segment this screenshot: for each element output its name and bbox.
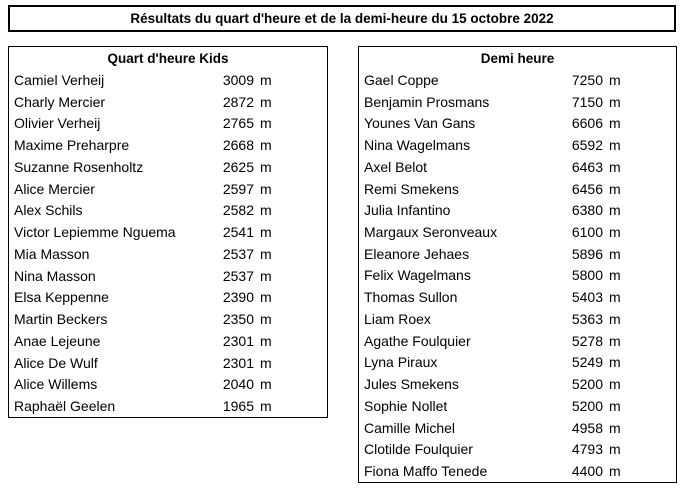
runner-name: Raphaël Geelen	[14, 398, 116, 415]
runner-name: Axel Belot	[364, 158, 428, 175]
table-row	[9, 113, 327, 135]
table-row	[359, 265, 676, 287]
page-title-text: Résultats du quart d'heure et de la demi-heure du 15 octobre 2022	[130, 11, 554, 26]
table-row	[359, 460, 676, 482]
distance-value: 6456	[571, 180, 603, 197]
table-row	[9, 178, 327, 200]
runner-name: Nina Wagelmans	[364, 137, 471, 154]
distance-unit: m	[260, 245, 272, 262]
runner-name: Mia Masson	[14, 245, 90, 262]
runner-name: Felix Wagelmans	[364, 267, 471, 284]
table-row	[359, 221, 676, 243]
distance-value: 4793	[571, 441, 603, 458]
runner-name: Benjamin Prosmans	[364, 93, 490, 110]
runner-name: Victor Lepiemme Nguema	[14, 224, 176, 241]
distance-unit: m	[609, 267, 621, 284]
runner-name: Younes Van Gans	[364, 115, 476, 132]
runner-name: Charly Mercier	[14, 93, 106, 110]
table-row	[359, 199, 676, 221]
distance-value: 5403	[571, 289, 603, 306]
distance-unit: m	[609, 224, 621, 240]
distance-unit: m	[260, 376, 272, 393]
distance-value: 2625	[222, 158, 254, 175]
table-row	[9, 395, 327, 417]
distance-value: 2390	[222, 289, 254, 306]
distance-value: 3009	[222, 71, 254, 88]
runner-name: Clotilde Foulquier	[364, 441, 473, 458]
distance-unit: m	[609, 310, 621, 327]
runner-name: Alice Mercier	[14, 180, 95, 197]
runner-name: Nina Masson	[14, 267, 96, 284]
distance-unit: m	[260, 93, 272, 110]
distance-unit: m	[260, 224, 272, 241]
runner-name: Martin Beckers	[14, 311, 108, 328]
distance-value: 2301	[222, 354, 254, 371]
table-row	[359, 91, 676, 113]
distance-unit: m	[260, 267, 272, 284]
table-quart-heure-kids	[8, 46, 328, 418]
table-row	[359, 134, 676, 156]
distance-value: 2765	[222, 115, 254, 132]
runner-name: Margaux Seronveaux	[364, 224, 498, 240]
table-row	[359, 308, 676, 330]
distance-unit: m	[609, 463, 621, 480]
distance-value: 6380	[571, 202, 603, 219]
distance-unit: m	[609, 71, 621, 88]
table-row	[9, 352, 327, 374]
distance-unit: m	[609, 137, 621, 154]
distance-unit: m	[260, 71, 272, 88]
distance-value: 7150	[571, 93, 603, 110]
runner-name: Thomas Sullon	[364, 289, 458, 306]
distance-value: 5896	[571, 245, 603, 262]
distance-value: 6463	[571, 158, 603, 175]
table-row	[9, 243, 327, 265]
table-header: Demi heure	[480, 50, 555, 66]
runner-name: Julia Infantino	[364, 202, 451, 219]
table-row	[359, 69, 676, 91]
runner-name: Remi Smekens	[364, 180, 459, 197]
runner-name: Gael Coppe	[364, 71, 439, 88]
distance-unit: m	[609, 115, 621, 132]
distance-unit: m	[260, 115, 272, 132]
table-row	[359, 438, 676, 460]
distance-value: 2541	[222, 224, 254, 241]
runner-name: Olivier Verheij	[14, 115, 101, 132]
runner-name: Maxime Preharpre	[14, 137, 130, 154]
distance-unit: m	[609, 441, 621, 458]
distance-unit: m	[609, 180, 621, 197]
distance-unit: m	[609, 202, 621, 219]
distance-value: 2872	[222, 93, 254, 110]
runner-name: Alice Willems	[14, 376, 98, 393]
distance-unit: m	[260, 289, 272, 306]
table-row	[9, 200, 327, 222]
distance-value: 5200	[571, 376, 603, 393]
distance-unit: m	[609, 289, 621, 306]
table-row	[9, 156, 327, 178]
distance-value: 2582	[222, 202, 254, 219]
distance-value: 6592	[571, 137, 603, 154]
table-row	[9, 287, 327, 309]
runner-name: Elsa Keppenne	[14, 289, 109, 306]
distance-value: 2537	[222, 245, 254, 262]
runner-name: Suzanne Rosenholtz	[14, 158, 144, 175]
distance-unit: m	[260, 311, 272, 328]
distance-unit: m	[260, 398, 272, 415]
distance-unit: m	[609, 245, 621, 262]
page-title	[8, 5, 676, 32]
distance-value: 5278	[571, 332, 603, 349]
runner-name: Agathe Foulquier	[364, 332, 471, 349]
runner-name: Fiona Maffo Tenede	[364, 463, 488, 480]
runner-name: Sophie Nollet	[364, 397, 448, 414]
table-row	[359, 373, 676, 395]
distance-value: 5249	[571, 354, 603, 371]
distance-value: 5200	[571, 397, 603, 414]
distance-value: 7250	[571, 71, 603, 88]
table-header: Quart d'heure Kids	[107, 50, 229, 66]
distance-value: 4958	[571, 419, 603, 436]
distance-unit: m	[609, 419, 621, 436]
table-row	[9, 69, 327, 91]
distance-unit: m	[609, 158, 621, 175]
table-row	[9, 134, 327, 156]
distance-unit: m	[609, 397, 621, 414]
table-row	[9, 91, 327, 113]
distance-value: 4400	[571, 463, 603, 480]
distance-value: 5363	[571, 310, 603, 327]
distance-value: 6606	[571, 115, 603, 132]
distance-value: 2668	[222, 137, 254, 154]
runner-name: Anae Lejeune	[14, 332, 101, 349]
runner-name: Liam Roex	[364, 310, 431, 327]
runner-name: Camille Michel	[364, 419, 456, 436]
runner-name: Jules Smekens	[364, 376, 459, 393]
distance-value: 5800	[571, 267, 603, 284]
table-row	[359, 395, 676, 417]
runner-name: Eleanore Jehaes	[364, 245, 470, 262]
table-row	[359, 156, 676, 178]
runner-name: Alex Schils	[14, 202, 83, 219]
distance-unit: m	[609, 354, 621, 371]
table-row	[9, 221, 327, 243]
distance-value: 2301	[222, 332, 254, 349]
table-row	[359, 178, 676, 200]
table-row	[359, 330, 676, 352]
table-row	[359, 286, 676, 308]
distance-unit: m	[260, 354, 272, 371]
distance-value: 2597	[222, 180, 254, 197]
distance-value: 2040	[222, 376, 254, 393]
runner-name: Camiel Verheij	[14, 71, 105, 88]
distance-unit: m	[260, 180, 272, 197]
table-row	[9, 308, 327, 330]
table-row	[359, 352, 676, 374]
table-row	[359, 417, 676, 439]
table-row	[9, 374, 327, 396]
distance-value: 2537	[222, 267, 254, 284]
table-row	[359, 112, 676, 134]
distance-unit: m	[260, 158, 272, 175]
table-demi-heure	[358, 46, 677, 483]
distance-unit: m	[260, 137, 272, 154]
distance-unit: m	[260, 332, 272, 349]
table-body	[9, 69, 327, 417]
distance-value: 2350	[222, 311, 254, 328]
runner-name: Lyna Piraux	[364, 354, 438, 371]
distance-value: 6100	[571, 224, 603, 240]
distance-value: 1965	[222, 398, 254, 415]
distance-unit: m	[609, 332, 621, 349]
table-row	[9, 265, 327, 287]
distance-unit: m	[260, 202, 272, 219]
table-body	[359, 69, 676, 482]
distance-unit: m	[609, 93, 621, 110]
distance-unit: m	[609, 376, 621, 393]
table-row	[9, 330, 327, 352]
runner-name: Alice De Wulf	[14, 354, 98, 371]
table-row	[359, 243, 676, 265]
